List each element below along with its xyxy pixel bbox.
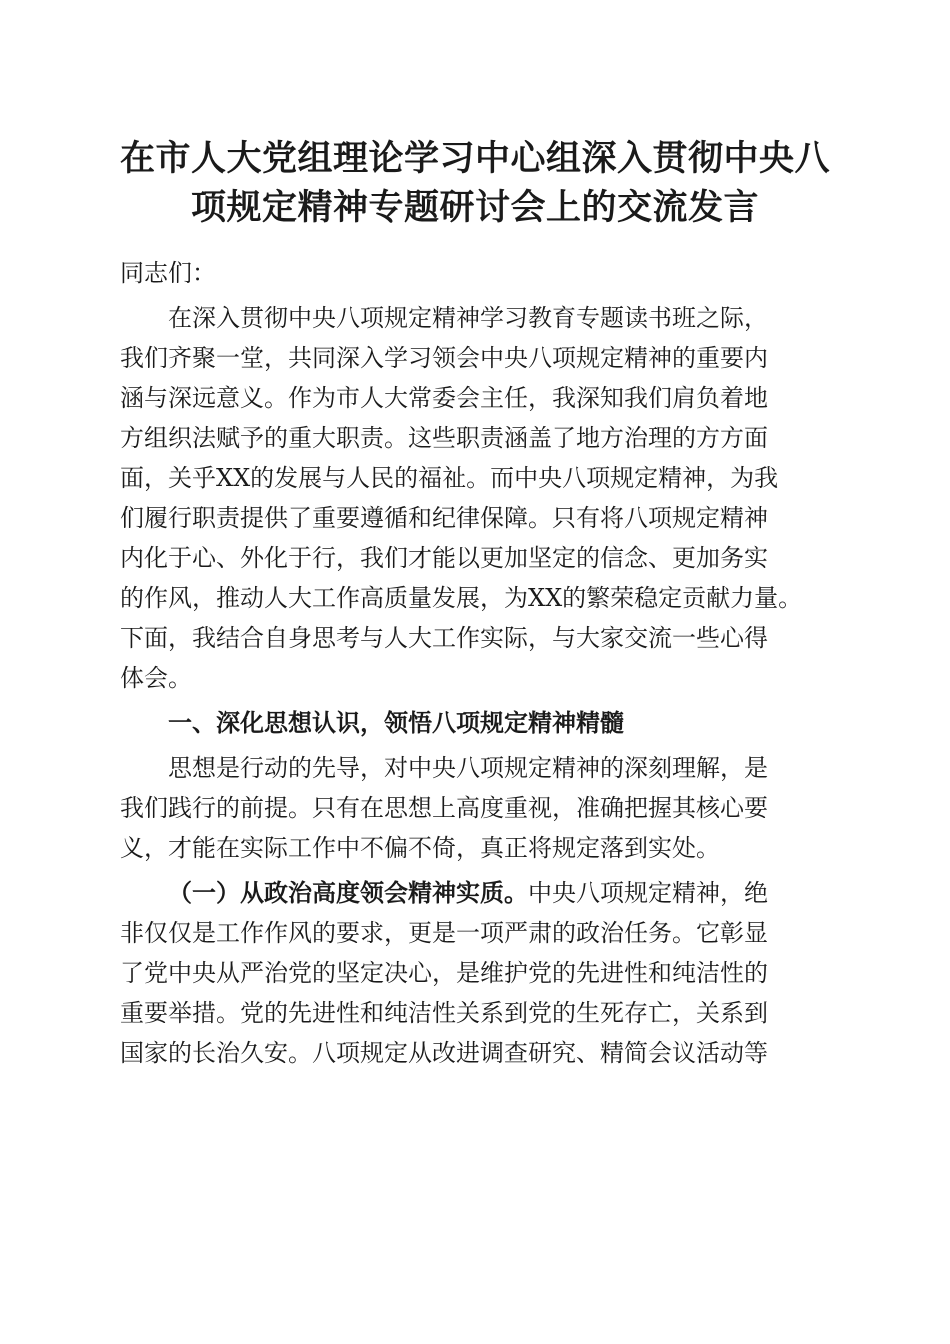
subsection-lead: （一）从政治高度领会精神实质。 xyxy=(168,878,528,907)
text-line: 义，才能在实际工作中不偏不倚，真正将规定落到实处。 xyxy=(120,834,720,862)
intro-paragraph xyxy=(120,298,832,698)
text-line: 涵与深远意义。作为市人大常委会主任，我深知我们肩负着地 xyxy=(120,384,768,412)
text-line: 的作风，推动人大工作高质量发展，为XX的繁荣稳定贡献力量。 xyxy=(120,584,803,612)
title-line: 在市人大党组理论学习中心组深入贯彻中央八 xyxy=(119,138,830,179)
text-line: 在深入贯彻中央八项规定精神学习教育专题读书班之际， xyxy=(168,304,768,332)
text-line: 我们践行的前提。只有在思想上高度重视，准确把握其核心要 xyxy=(120,794,768,822)
text-line: 思想是行动的先导，对中央八项规定精神的深刻理解，是 xyxy=(168,754,768,782)
section-heading-1 xyxy=(120,703,832,743)
greeting: 同志们： xyxy=(120,259,216,287)
subsection-lead-rest: 中央八项规定精神，绝 xyxy=(528,879,768,907)
text-line: 下面，我结合自身思考与人大工作实际，与大家交流一些心得 xyxy=(120,624,768,652)
subsection1-paragraph xyxy=(120,873,832,1073)
document-title xyxy=(100,134,850,232)
text-line: 了党中央从严治党的坚定决心，是维护党的先进性和纯洁性的 xyxy=(120,959,768,987)
text-line: 方组织法赋予的重大职责。这些职责涵盖了地方治理的方方面 xyxy=(120,424,768,452)
text-line: 体会。 xyxy=(120,664,192,692)
text-line: 们履行职责提供了重要遵循和纪律保障。只有将八项规定精神 xyxy=(120,504,768,532)
text-line: 我们齐聚一堂，共同深入学习领会中央八项规定精神的重要内 xyxy=(120,344,768,372)
text-line: 非仅仅是工作作风的要求，更是一项严肃的政治任务。它彰显 xyxy=(120,919,768,947)
document-body xyxy=(120,253,832,1073)
title-line: 项规定精神专题研讨会上的交流发言 xyxy=(190,187,759,228)
heading-text: 一、深化思想认识，领悟八项规定精神精髓 xyxy=(168,709,624,737)
text-line: 国家的长治久安。八项规定从改进调查研究、精简会议活动等 xyxy=(120,1039,768,1067)
section1-paragraph xyxy=(120,748,832,868)
text-line xyxy=(120,873,832,913)
text-line: 重要举措。党的先进性和纯洁性关系到党的生死存亡，关系到 xyxy=(120,999,768,1027)
text-line: 面，关乎XX的发展与人民的福祉。而中央八项规定精神，为我 xyxy=(120,464,779,492)
text-line: 内化于心、外化于行，我们才能以更加坚定的信念、更加务实 xyxy=(120,544,768,572)
